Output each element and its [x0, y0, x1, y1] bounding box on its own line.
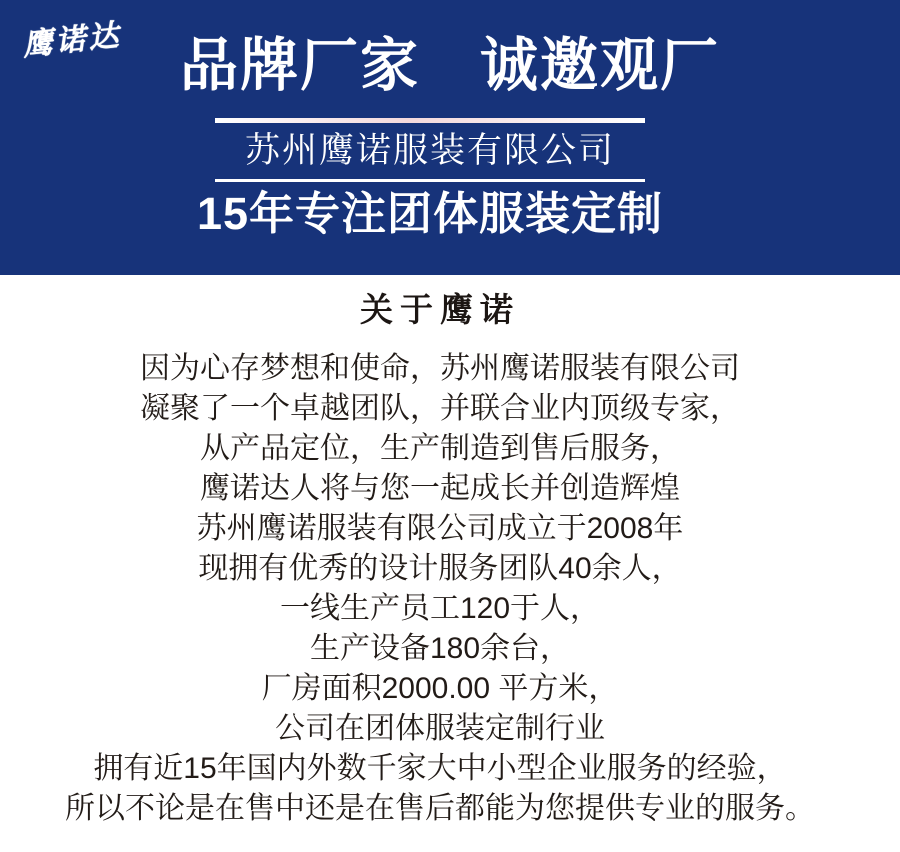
- about-line: 苏州鹰诺服装有限公司成立于2008年: [196, 512, 684, 545]
- about-heading: 关于鹰诺: [360, 291, 520, 328]
- about-text-block: [0, 349, 880, 829]
- about-line: 厂房面积2000.00 平方米，: [261, 672, 619, 705]
- banner-title: 品牌厂家 诚邀观厂: [179, 33, 720, 98]
- about-line: 现拥有优秀的设计服务团队40余人，: [198, 552, 682, 585]
- divider-line-top: [215, 118, 645, 123]
- about-line: 从产品定位，生产制造到售后服务，: [200, 432, 680, 465]
- header-banner: [0, 0, 900, 275]
- about-line: 因为心存梦想和使命，苏州鹰诺服装有限公司: [140, 352, 740, 385]
- about-line: 凝聚了一个卓越团队，并联合业内顶级专家，: [140, 392, 740, 425]
- brand-logo: 鹰诺达: [20, 18, 123, 63]
- company-name: 苏州鹰诺服装有限公司: [244, 131, 615, 170]
- about-line: 公司在团体服装定制行业: [275, 712, 605, 745]
- about-line: 一线生产员工120于人，: [279, 592, 601, 625]
- about-line: 鹰诺达人将与您一起成长并创造辉煌: [200, 472, 680, 505]
- divider-line-bottom: [215, 179, 645, 182]
- banner-tagline: 15年专注团体服装定制: [196, 188, 664, 239]
- about-line: 所以不论是在售中还是在售后都能为您提供专业的服务。: [65, 792, 815, 825]
- about-line: 生产设备180余台，: [309, 632, 571, 665]
- about-line: 拥有近15年国内外数千家大中小型企业服务的经验，: [93, 752, 787, 785]
- banner-subtitle-block: [200, 118, 660, 182]
